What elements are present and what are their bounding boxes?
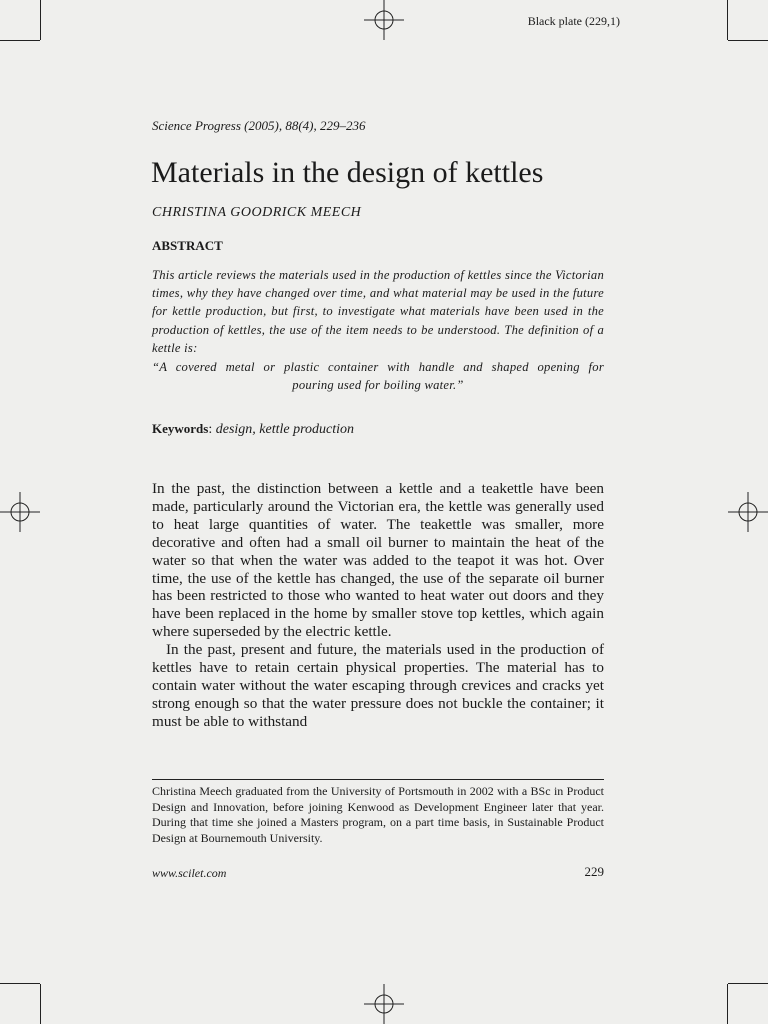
crop-mark	[0, 40, 40, 41]
abstract-heading: ABSTRACT	[152, 238, 223, 253]
registration-mark-icon	[0, 492, 40, 532]
kettle-definition-quote	[152, 358, 604, 394]
journal-citation: Science Progress (2005), 88(4), 229–236	[152, 118, 366, 133]
article-title: Materials in the design of kettles	[151, 156, 544, 189]
keywords-label: Keywords	[152, 421, 209, 436]
body-paragraph: In the past, the distinction between a kettle and a teakettle have been made, particularly around the Victorian era, the kettle was generally used to heat large quantities of water. The teakettle was smaller, more decorative and often had a small oil burner to maintain the heat of the water so that when the water was added to the teapot it was hot. Over time, the use of the kettle has changed, the use of the separate oil burner has been restricted to those who wanted to heat water out doors and they have been replaced in the home by smaller stove top kettles, which again where superseded by the electric kettle.	[152, 480, 604, 641]
plate-label: Black plate (229,1)	[527, 14, 620, 28]
registration-mark-icon	[364, 0, 404, 40]
crop-mark	[40, 984, 41, 1024]
author-name: CHRISTINA GOODRICK MEECH	[152, 205, 362, 220]
crop-mark	[40, 0, 41, 40]
crop-mark	[728, 983, 768, 984]
abstract-text: This article reviews the materials used in the production of kettles since the Victorian times, why they have changed over time, and what material may be used in the future for kettle production, but first, to investigate what materials have been used in the production of kettles, the use of the item needs to be understood. The definition of a kettle is:	[152, 268, 604, 355]
registration-mark-icon	[728, 492, 768, 532]
definition-line: pouring used for boiling water.”	[292, 378, 464, 393]
body-text	[152, 480, 604, 731]
keywords-value: design, kettle production	[215, 422, 355, 437]
footer-url: www.scilet.com	[152, 866, 227, 880]
author-footnote: Christina Meech graduated from the University of Portsmouth in 2002 with a BSc in Product Design and Innovation, before joining Kenwood as Development Engineer later that year. During that time she joined a Masters program, on a part time basis, in Sustainable Product Design at Bournemouth University.	[152, 784, 604, 845]
keywords: Keywords: design, kettle production	[152, 421, 355, 437]
crop-mark	[727, 0, 728, 40]
body-paragraph: In the past, present and future, the materials used in the production of kettles have to retain certain physical properties. The material has to contain water without the water escaping through crevices and cracks yet strong enough so that the water pressure does not buckle the container; it must be able to withstand	[152, 641, 604, 730]
crop-mark	[727, 984, 728, 1024]
registration-mark-icon	[364, 984, 404, 1024]
definition-line: “A covered metal or plastic container with handle and shaped opening for	[152, 360, 604, 374]
crop-mark	[728, 40, 768, 41]
footnote-divider	[152, 779, 604, 780]
crop-mark	[0, 983, 40, 984]
page-number: 229	[584, 864, 604, 879]
